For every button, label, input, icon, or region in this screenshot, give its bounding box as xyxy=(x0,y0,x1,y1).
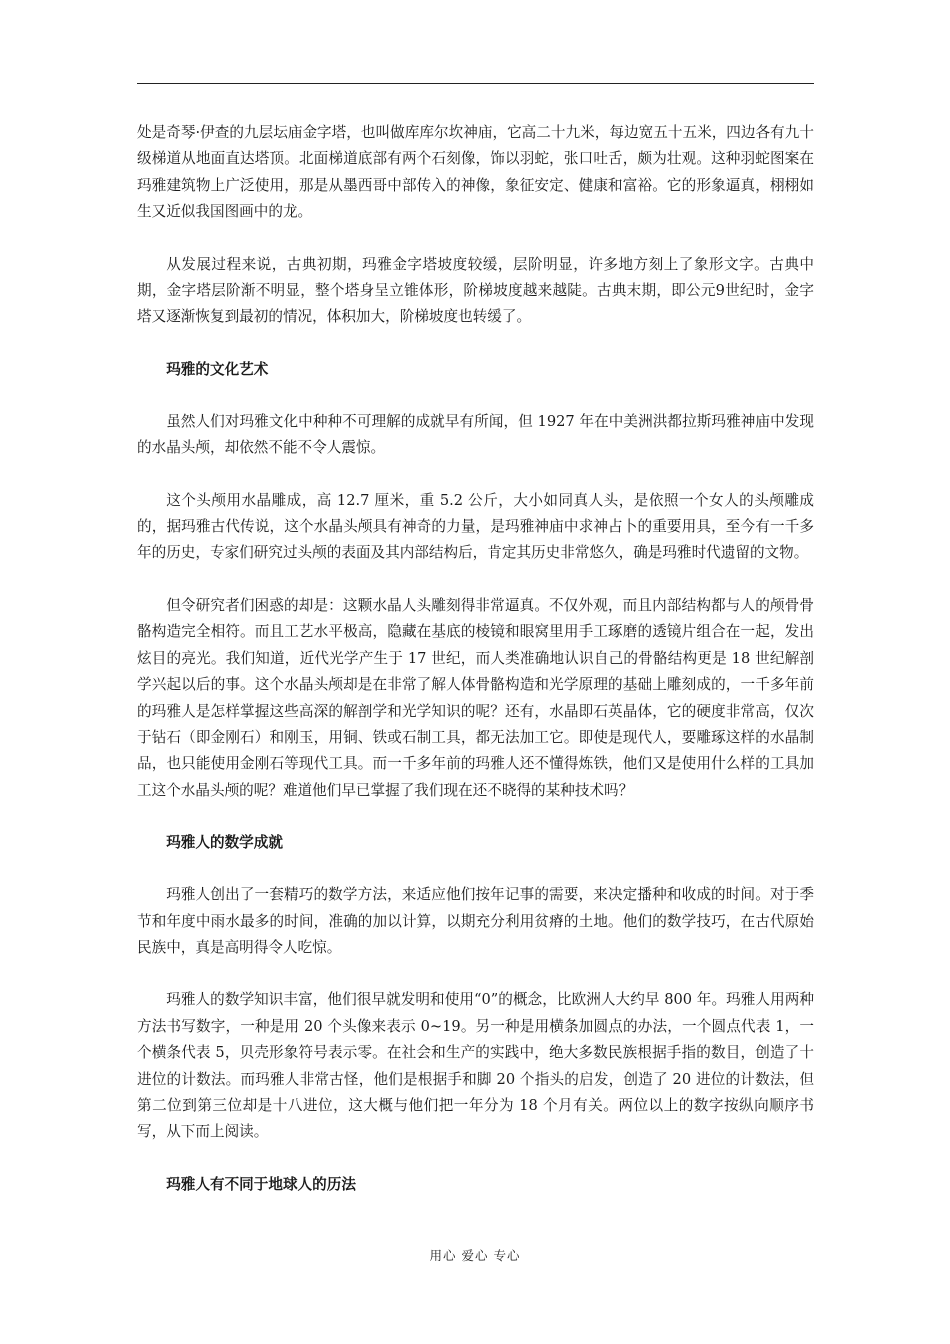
document-body xyxy=(137,120,814,1198)
section-heading-mathematics: 玛雅人的数学成就 xyxy=(166,834,283,852)
header-rule xyxy=(137,83,814,84)
paragraph-crystal-skull-intro: 虽然人们对玛雅文化中种种不可理解的成就早有所闻，但 1927 年在中美洲洪都拉斯玛雅神庙中发现的水晶头颅，却依然不能不令人震惊。 xyxy=(137,412,814,457)
paragraph-math-numerals: 玛雅人的数学知识丰富，他们很早就发明和使用“0”的概念，比欧洲人大约早 800 年。玛雅人用两种方法书写数字，一种是用 20 个头像来表示 0~19。另一种是用横条加圆点的办法，一个圆点代表 1，一个横条代表 5，贝壳形象符号表示零。在社会和生产的实践中，绝大多数民族根据手指的数目，创造了十进位的计数法。而玛雅人非常古怪，他们是根据手和脚 20 个指头的启发，创造了 20 进位的计数法，但第二位到第三位却是十八进位，这大概与他们把一年分为 18 个月有关。两位以上的数字按纵向顺序书写，从下而上阅读。 xyxy=(137,991,814,1141)
paragraph-pyramid-development: 从发展过程来说，古典初期，玛雅金字塔坡度较缓，层阶明显，许多地方刻上了象形文字。古典中期，金字塔层阶渐不明显，整个塔身呈立锥体形，阶梯坡度越来越陡。古典末期，即公元9世纪时，金字塔又逐渐恢复到最初的情况，体积加大，阶梯坡度也转缓了。 xyxy=(137,255,814,326)
section-heading-culture-art: 玛雅的文化艺术 xyxy=(166,360,269,378)
paragraph-crystal-skull-mystery: 但令研究者们困惑的却是：这颗水晶人头雕刻得非常逼真。不仅外观，而且内部结构都与人的颅骨骨骼构造完全相符。而且工艺水平极高，隐藏在基底的棱镜和眼窝里用手工琢磨的透镜片组合在一起，发出炫目的亮光。我们知道，近代光学产生于 17 世纪，而人类准确地认识自己的骨骼结构更是 18 世纪解剖学兴起以后的事。这个水晶头颅却是在非常了解人体骨骼构造和光学原理的基础上雕刻成的，一千多年前的玛雅人是怎样掌握这些高深的解剖学和光学知识的呢？还有，水晶即石英晶体，它的硬度非常高，仅次于钻石（即金刚石）和刚玉，用铜、铁或石制工具，都无法加工它。即使是现代人，要雕琢这样的水晶制品，也只能使用金刚石等现代工具。而一千多年前的玛雅人还不懂得炼铁，他们又是使用什么样的工具加工这个水晶头颅的呢？难道他们早已掌握了我们现在还不晓得的某种技术吗？ xyxy=(137,596,814,799)
page-footer: 用心 爱心 专心 xyxy=(429,1248,521,1263)
section-heading-calendar: 玛雅人有不同于地球人的历法 xyxy=(166,1175,356,1193)
paragraph-crystal-skull-details: 这个头颅用水晶雕成，高 12.7 厘米，重 5.2 公斤，大小如同真人头，是依照一个女人的头颅雕成的，据玛雅古代传说，这个水晶头颅具有神奇的力量，是玛雅神庙中求神占卜的重要用具，至今有一千多年的历史，专家们研究过头颅的表面及其内部结构后，肯定其历史非常悠久，确是玛雅时代遗留的文物。 xyxy=(137,491,814,562)
paragraph-math-methods: 玛雅人创出了一套精巧的数学方法，来适应他们按年记事的需要，来决定播种和收成的时间。对于季节和年度中雨水最多的时间，准确的加以计算，以期充分利用贫瘠的土地。他们的数学技巧，在古代原始民族中，真是高明得令人吃惊。 xyxy=(137,886,814,956)
paragraph-pyramid-description: 处是奇琴·伊查的九层坛庙金字塔，也叫做库库尔坎神庙，它高二十九米，每边宽五十五米，四边各有九十级梯道从地面直达塔顶。北面梯道底部有两个石刻像，饰以羽蛇，张口吐舌，颇为壮观。这种羽蛇图案在玛雅建筑物上广泛使用，那是从墨西哥中部传入的神像，象征安定、健康和富裕。它的形象逼真，栩栩如生又近似我国图画中的龙。 xyxy=(137,124,814,221)
